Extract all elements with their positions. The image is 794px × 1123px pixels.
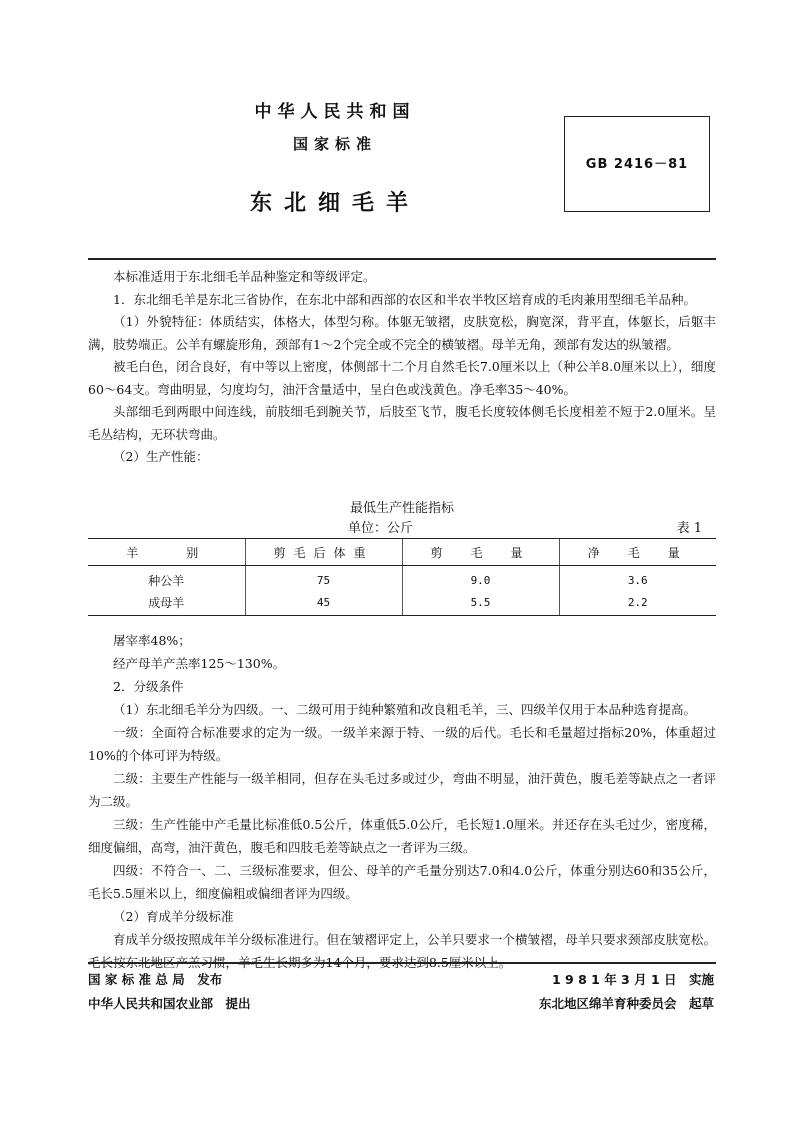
header-country: 中华人民共和国 bbox=[254, 102, 416, 122]
standard-code-box bbox=[564, 116, 710, 212]
table-header: 剪 毛 量 bbox=[402, 539, 559, 566]
paragraph: 1．东北细毛羊是东北三省协作，在东北中部和西部的农区和半农半牧区培育成的毛肉兼用型细毛羊品种。 bbox=[113, 291, 696, 307]
top-divider bbox=[88, 258, 716, 260]
paragraph: 一级：全面符合标准要求的定为一级。一级羊来源于特、一级的后代。毛长和毛量超过指标20%，体重超过10%的个体可评为特级。 bbox=[88, 725, 716, 763]
table-cell: 3.6 bbox=[559, 566, 716, 592]
paragraph: 屠宰率48%； bbox=[113, 633, 191, 648]
table-header: 净 毛 量 bbox=[559, 539, 716, 566]
table-row bbox=[88, 591, 716, 616]
table-cell: 9.0 bbox=[402, 566, 559, 592]
paragraph: （2）生产性能： bbox=[113, 449, 209, 464]
footer-proposed-by: 中华人民共和国农业部 提出 bbox=[88, 996, 251, 1011]
table-row bbox=[88, 566, 716, 592]
table-title: 最低生产性能指标 bbox=[349, 501, 454, 516]
table-header-row bbox=[88, 539, 716, 566]
paragraph: 2．分级条件 bbox=[113, 679, 184, 694]
paragraph: 被毛白色，闭合良好，有中等以上密度，体侧部十二个月自然毛长7.0厘米以上（种公羊8.0厘米以上），细度60～64支。弯曲明显，匀度均匀，油汗含量适中，呈白色或浅黄色。净毛率35～40%。 bbox=[88, 359, 716, 397]
paragraph: （1）外貌特征：体质结实，体格大，体型匀称。体躯无皱褶，皮肤宽松，胸宽深，背平直，体躯长，后躯丰满，肢势端正。公羊有螺旋形角，颈部有1～2个完全或不完全的横皱褶。母羊无角，颈部有发达的纵皱褶。 bbox=[88, 314, 716, 352]
paragraph: （2）育成羊分级标准 bbox=[113, 909, 234, 924]
body-section-bottom bbox=[88, 629, 716, 974]
paragraph: 经产母羊产羔率125～130%。 bbox=[113, 656, 286, 671]
paragraph: 二级：主要生产性能与一级羊相同，但存在头毛过多或过少，弯曲不明显，油汗黄色，腹毛差等缺点之一者评为二级。 bbox=[88, 771, 716, 809]
header-national-standard: 国家标准 bbox=[292, 135, 377, 153]
bottom-divider bbox=[88, 962, 716, 964]
table-cell: 75 bbox=[245, 566, 402, 592]
table-cell: 45 bbox=[245, 591, 402, 616]
table-header: 剪毛后体重 bbox=[245, 539, 402, 566]
table-header: 羊 别 bbox=[88, 539, 245, 566]
footer-effective-date: 1 9 8 1 年 3 月 1 日 实施 bbox=[552, 972, 714, 987]
table-cell: 2.2 bbox=[559, 591, 716, 616]
standard-code: GB 2416－81 bbox=[585, 157, 689, 172]
paragraph: 四级：不符合一、二、三级标准要求，但公、母羊的产毛量分别达7.0和4.0公斤，体重分别达60和35公斤，毛长5.5厘米以上，细度偏粗或偏细者评为四级。 bbox=[88, 863, 716, 901]
body-section-top bbox=[88, 266, 716, 469]
table-number: 表 1 bbox=[676, 521, 702, 536]
production-table bbox=[88, 538, 716, 616]
table-cell: 种公羊 bbox=[148, 573, 185, 588]
footer-drafted-by: 东北地区绵羊育种委员会 起草 bbox=[538, 996, 714, 1011]
paragraph: 头部细毛到两眼中间连线，前肢细毛到腕关节，后肢至飞节，腹毛长度较体侧毛长度相差不短于2.0厘米。呈毛丛结构，无环状弯曲。 bbox=[88, 404, 716, 442]
table-cell: 成母羊 bbox=[88, 591, 245, 616]
document-title: 东北细毛羊 bbox=[249, 191, 420, 216]
paragraph: 三级：生产性能中产毛量比标准低0.5公斤，体重低5.0公斤，毛长短1.0厘米。并还存在头毛过少，密度稀，细度偏细，高弯，油汗黄色，腹毛和四肢毛差等缺点之一者评为三级。 bbox=[88, 817, 716, 855]
footer-issued-by: 国 家 标 准 总 局 发布 bbox=[88, 972, 223, 987]
table-unit: 单位：公斤 bbox=[348, 521, 414, 536]
paragraph: （1）东北细毛羊分为四级。一、二级可用于纯种繁殖和改良粗毛羊，三、四级羊仅用于本品种选育提高。 bbox=[113, 702, 696, 717]
paragraph: 育成羊分级按照成年羊分级标准进行。但在皱褶评定上，公羊只要求一个横皱褶，母羊只要求颈部皮肤宽松。毛长按东北地区产羔习惯，羊毛生长期多为14个月，要求达到8.5厘米以上。 bbox=[88, 932, 716, 970]
paragraph: 本标准适用于东北细毛羊品种鉴定和等级评定。 bbox=[113, 269, 376, 284]
table-cell: 5.5 bbox=[402, 591, 559, 616]
